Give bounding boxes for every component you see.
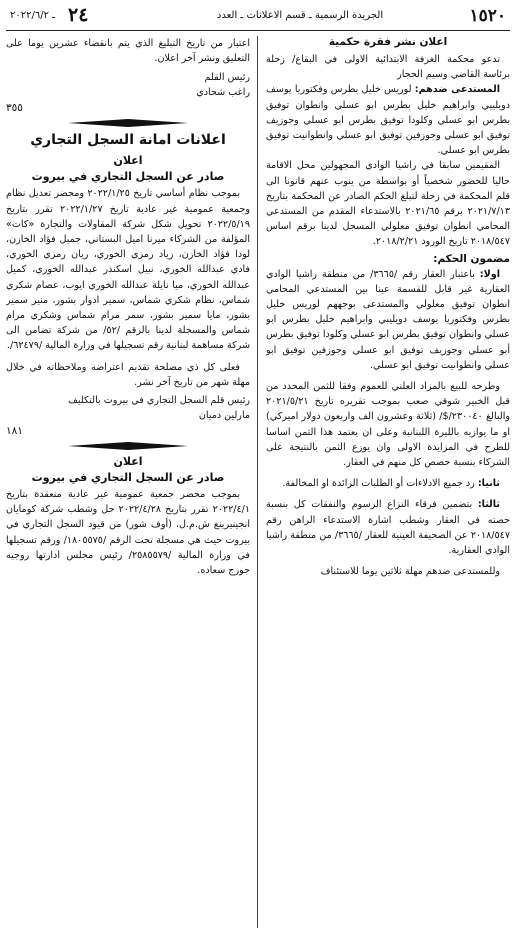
diamond-rule-icon <box>68 441 188 451</box>
notice-2-body: بموجب محضر جمعية عمومية غير عادية منعقدة بتاريخ ٢٠٢٢/٤/١ تقرر بتاريخ ٢٠٢٢/٤/٢٨ حل وشطب شركة كومايان انجينيرينغ ش.م.ل. (أوف شور) من قيود السجل التجاري في بيروت حيث هي مسجلة تحت الرقم /١٨٠٥٥٧٥/ ورقم تسجيلها في وزارة المالية /٢٥٨٥٥٧٩/ رئيس مجلس ادارتها روجيه جورج سعاده. <box>6 489 250 577</box>
notice-1-body: بموجب نظام أساسي تاريخ ٢٠٢٢/١/٢٥ ومحضر تعديل نظام وجمعية عمومية غير عادية تاريخ ٢٠٢٢/١/٢٧ تقرر بتاريخ ٢٠٢٢/٥/١٩ تحويل شكل شركة المقاولات والتجارة «كات» المؤلفة من الشركاء ميرنا اميل البستاني، جميل فؤاد الخازن، لودا فؤاد الخازن، زياد رمزي الخوري، ريان رمزي الخوري، فادي عبدالله الخوري، نبيل اسكندر عبدالله الخوري، كميل عبدالله الخوري، ميا نايلة عبدالله الخوري ايوب، عصام شكري شماس، نظام شكري شماس، سمير ادوار بشور، منير سمير بشور، مايا سمير بشور، سمر مرام شماس وشكري مرام شماس والمسجلة لدينا بالرقم /٥٢/ من شركة تضامن الى شركة مساهمة لبنانية رقم تسجيلها في وزارة المالية /٦٢٤٧٩/. <box>6 188 250 352</box>
issue-date: ـ ٢٠٢٢/٦/٢ <box>10 10 56 21</box>
ruling-second-paragraph <box>266 476 510 491</box>
defendants-label: المستدعى ضدهم: <box>414 84 500 96</box>
notice-1-title: اعلان <box>113 154 143 168</box>
signature-title: رئيس القلم <box>204 72 250 84</box>
notice-number: ٣٥٥ <box>6 102 23 115</box>
signature-name: راغب شحادي <box>196 87 250 99</box>
section-separator <box>6 118 250 128</box>
second-text: رد جميع الادلاءات أو الطلبات الزائدة او المخالفة. <box>282 478 475 490</box>
notice-2-title: اعلان <box>113 455 143 469</box>
notice-number: ١٨١ <box>6 425 23 438</box>
section-separator <box>6 441 250 451</box>
left-column <box>6 36 250 928</box>
notice-1-objection: فعلى كل ذي مصلحة تقديم اعتراضه وملاحظاته في خلال مهلة شهر من تاريخ آخر نشر. <box>6 361 250 388</box>
appeal-paragraph: وللمستدعى ضدهم مهلة ثلاثين يوما للاستئناف <box>320 566 500 578</box>
defendants-text: لوريس خليل بطرس وفكتوريا يوسف دويليبي وابراهيم خليل بطرس ابو عسلي وانطوان توفيق بطرس ابو عسلي وكلودا توفيق بطرس ابو عسلي وجوزيف توفيق ابو عسلي وجوزفين توفيق ابو عسلي وانطوانيت توفيق بطرس ابو عسلي. <box>266 84 510 157</box>
notice-1-signature-name: مارلين دميان <box>198 410 250 422</box>
section-title: اعلانات امانة السجل التجاري <box>30 132 226 149</box>
defendants-paragraph <box>266 82 510 158</box>
notice-1-signature <box>6 393 250 423</box>
first-text: باعتبار العقار رقم /٣٦٦٥/ من منطقة راشيا الوادي العقارية غير قابل للقسمة عينا بين المستدعي المحامي انطوان توفيق معلولي والمستدعى بوجههم لوريس خليل بطرس وفكتوريا يوسف دويليبي وابراهيم خليل بطرس ابو عسلي وانطوان توفيق بطرس ابو عسلي وكلودا توفيق بطرس أبو عسلي وجوزيف توفيق ابو عسلي وجوزفين توفيق ابو عسلي وانطوانيت توفيق ابو عسلي. <box>266 268 510 371</box>
notice-1-subtitle: صادر عن السجل التجاري في بيروت <box>31 170 225 184</box>
gazette-title: الجريدة الرسمية ـ قسم الاعلانات ـ العدد <box>216 10 384 21</box>
column-divider <box>257 36 258 928</box>
page-number: ١٥٢٠ <box>469 6 506 26</box>
issue-number: ٢٤ <box>68 4 89 26</box>
notice-2-subtitle: صادر عن السجل التجاري في بيروت <box>31 471 225 485</box>
intro-paragraph: تدعو محكمة الغرفة الابتدائية الاولى في البقاع/ زحلة برئاسة القاضي وسيم الحجار <box>266 54 510 81</box>
ruling-third-paragraph <box>266 497 510 558</box>
continuation-paragraph: اعتبار من تاريخ التبليغ الذي يتم بانقضاء عشرين يوما على التعليق ونشر آخر اعلان. <box>6 38 250 65</box>
second-label: ثانيا: <box>477 478 500 490</box>
signature-block <box>6 70 250 100</box>
diamond-rule-icon <box>68 118 188 128</box>
third-label: ثالثا: <box>477 499 500 511</box>
ruling-label: مضمون الحكم: <box>433 252 510 265</box>
sale-paragraph: وطرحه للبيع بالمزاد العلني للعموم وفقا للثمن المحدد من قبل الخبير شوقي صعب بموجب تقريره تاريخ ٢٠٢١/٥/٢١ والبالغ ٢٣٠٠٤٠/$/ (ثلاثة وعشرون الف واربعون دولار اميركي) او ما يوازيه بالليرة اللبنانية وعلى ان يعتمد هذا الثمن اساسا للطرح في المزايدة الاولى وان يوزع الثمن بالنتيجة على الشركاء بنسبة حصص كل منهم في العقار. <box>266 381 510 469</box>
page-header <box>6 4 510 31</box>
first-label: اولا: <box>479 268 500 280</box>
third-text: بتضمين فرقاء النزاع الرسوم والنفقات كل بنسبة حصته في العقار وشطب اشارة الاستدعاء الراهن رقم ٢٠١٨/٥٤٧ عن الصحيفة العينية للعقار /٣٦٦٥/ من منطقة راشيا الوادي العقارية. <box>266 499 510 557</box>
summons-paragraph: المقيمين سابقا في راشيا الوادي المجهولين محل الاقامة حاليا للحضور شخصياً أو بواسطة من ينوب عنهم قانونا الى قلم المحكمة في زحلة لتبلغ الحكم الصادر عن المحكمة بتاريخ ٢٠٢١/٧/١٣ برقم ٢٠٢١/٦٥ بالاستدعاء المقدم من المستدعي المحامي انطوان توفيق معلولي المسجل لدينا برقم اساس ٢٠١٨/٥٤٧ تاريخ الورود ٢٠١٨/٢/٢١. <box>266 160 510 248</box>
ruling-first-paragraph <box>266 267 510 373</box>
notice-1-signature-title: رئيس قلم السجل التجاري في بيروت بالتكليف <box>67 395 250 407</box>
right-column <box>266 36 510 928</box>
judgment-notice-heading: اعلان نشر فقرة حكمية <box>328 36 448 48</box>
